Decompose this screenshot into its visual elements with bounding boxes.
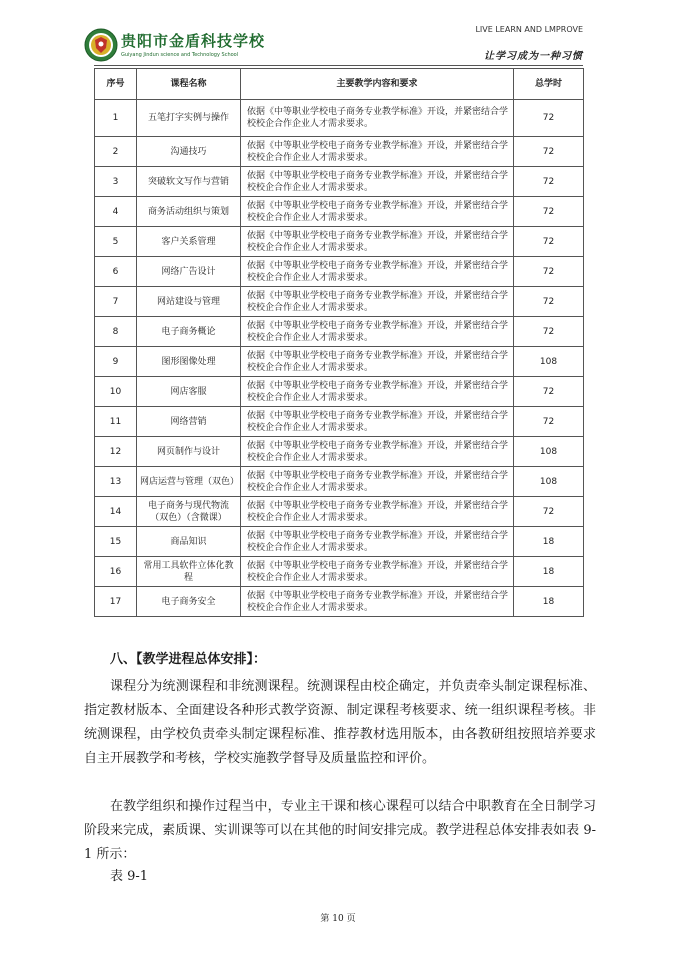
cell-content: 依据《中等职业学校电子商务专业教学标准》开设，并紧密结合学校校企合作企业人才需求要求。: [241, 437, 514, 467]
col-header-name: 课程名称: [137, 69, 241, 100]
cell-course-name: 电子商务与现代物流（双色）（含微课）: [137, 497, 241, 527]
cell-course-name: 图形图像处理: [137, 347, 241, 377]
cell-hours: 72: [514, 137, 584, 167]
cell-hours: 72: [514, 257, 584, 287]
cell-course-name: 沟通技巧: [137, 137, 241, 167]
cell-course-name: 商务活动组织与策划: [137, 197, 241, 227]
col-header-content: 主要教学内容和要求: [241, 69, 514, 100]
motto-en: LIVE LEARN AND LMPROVE: [475, 25, 583, 34]
page-header: [0, 0, 676, 70]
cell-content: 依据《中等职业学校电子商务专业教学标准》开设，并紧密结合学校校企合作企业人才需求要求。: [241, 287, 514, 317]
cell-no: 13: [95, 467, 137, 497]
cell-content: 依据《中等职业学校电子商务专业教学标准》开设，并紧密结合学校校企合作企业人才需求要求。: [241, 257, 514, 287]
col-header-no: 序号: [95, 69, 137, 100]
cell-content: 依据《中等职业学校电子商务专业教学标准》开设，并紧密结合学校校企合作企业人才需求要求。: [241, 467, 514, 497]
cell-no: 8: [95, 317, 137, 347]
cell-course-name: 网店运营与管理（双色）: [137, 467, 241, 497]
cell-content: 依据《中等职业学校电子商务专业教学标准》开设，并紧密结合学校校企合作企业人才需求要求。: [241, 197, 514, 227]
motto-cn: 让学习成为一种习惯: [484, 51, 583, 62]
cell-content: 依据《中等职业学校电子商务专业教学标准》开设，并紧密结合学校校企合作企业人才需求要求。: [241, 100, 514, 137]
cell-hours: 18: [514, 527, 584, 557]
cell-course-name: 突破软文写作与营销: [137, 167, 241, 197]
table-row: [95, 257, 584, 287]
table-header-row: [95, 69, 584, 100]
cell-hours: 72: [514, 377, 584, 407]
school-logo-icon: [84, 28, 118, 62]
cell-no: 15: [95, 527, 137, 557]
table-row: [95, 287, 584, 317]
table-row: [95, 437, 584, 467]
cell-no: 2: [95, 137, 137, 167]
table-row: [95, 527, 584, 557]
cell-content: 依据《中等职业学校电子商务专业教学标准》开设，并紧密结合学校校企合作企业人才需求要求。: [241, 407, 514, 437]
table-row: [95, 557, 584, 587]
cell-hours: 72: [514, 100, 584, 137]
cell-course-name: 商品知识: [137, 527, 241, 557]
col-header-hours: 总学时: [514, 69, 584, 100]
cell-content: 依据《中等职业学校电子商务专业教学标准》开设，并紧密结合学校校企合作企业人才需求要求。: [241, 137, 514, 167]
cell-hours: 72: [514, 197, 584, 227]
cell-hours: 108: [514, 467, 584, 497]
table-body: [95, 100, 584, 617]
page-number: 第 10 页: [320, 914, 356, 924]
cell-content: 依据《中等职业学校电子商务专业教学标准》开设，并紧密结合学校校企合作企业人才需求要求。: [241, 377, 514, 407]
cell-no: 11: [95, 407, 137, 437]
school-name-en: Guiyang Jindun science and Technology School: [121, 52, 239, 58]
course-table: [94, 68, 584, 617]
table-row: [95, 227, 584, 257]
table-row: [95, 497, 584, 527]
header-divider: [94, 65, 583, 66]
cell-hours: 108: [514, 347, 584, 377]
cell-content: 依据《中等职业学校电子商务专业教学标准》开设，并紧密结合学校校企合作企业人才需求要求。: [241, 227, 514, 257]
paragraph: 在教学组织和操作过程当中，专业主干课和核心课程可以结合中职教育在全日制学习阶段来完成，素质课、实训课等可以在其他的时间安排完成。教学进程总体安排表如表 9-1 所示：: [84, 799, 596, 862]
cell-no: 7: [95, 287, 137, 317]
section-heading: 八、【教学进程总体安排】：: [110, 652, 267, 667]
cell-course-name: 电子商务安全: [137, 587, 241, 617]
table-row: [95, 167, 584, 197]
cell-course-name: 常用工具软件立体化教程: [137, 557, 241, 587]
cell-course-name: 客户关系管理: [137, 227, 241, 257]
cell-hours: 72: [514, 407, 584, 437]
cell-content: 依据《中等职业学校电子商务专业教学标准》开设，并紧密结合学校校企合作企业人才需求要求。: [241, 497, 514, 527]
cell-no: 10: [95, 377, 137, 407]
table-row: [95, 347, 584, 377]
cell-course-name: 电子商务概论: [137, 317, 241, 347]
table-row: [95, 587, 584, 617]
paragraph: 课程分为统测课程和非统测课程。统测课程由校企确定，并负责牵头制定课程标准、指定教材版本、全面建设各种形式教学资源、制定课程考核要求、统一组织课程考核。非统测课程，由学校负责牵头制定课程标准、推荐教材选用版本，由各教研组按照培养要求自主开展教学和考核，学校实施教学督导及质量监控和评价。: [84, 679, 596, 766]
cell-hours: 72: [514, 497, 584, 527]
cell-content: 依据《中等职业学校电子商务专业教学标准》开设，并紧密结合学校校企合作企业人才需求要求。: [241, 347, 514, 377]
cell-no: 4: [95, 197, 137, 227]
cell-no: 6: [95, 257, 137, 287]
cell-content: 依据《中等职业学校电子商务专业教学标准》开设，并紧密结合学校校企合作企业人才需求要求。: [241, 527, 514, 557]
cell-content: 依据《中等职业学校电子商务专业教学标准》开设，并紧密结合学校校企合作企业人才需求要求。: [241, 317, 514, 347]
cell-course-name: 五笔打字实例与操作: [137, 100, 241, 137]
table-row: [95, 100, 584, 137]
cell-no: 9: [95, 347, 137, 377]
table-row: [95, 467, 584, 497]
cell-hours: 72: [514, 167, 584, 197]
table-row: [95, 377, 584, 407]
cell-hours: 72: [514, 287, 584, 317]
cell-course-name: 网店客服: [137, 377, 241, 407]
table-caption: 表 9-1: [110, 869, 149, 884]
cell-hours: 18: [514, 557, 584, 587]
cell-course-name: 网站建设与管理: [137, 287, 241, 317]
cell-no: 17: [95, 587, 137, 617]
cell-hours: 72: [514, 227, 584, 257]
cell-no: 12: [95, 437, 137, 467]
table-row: [95, 407, 584, 437]
cell-no: 14: [95, 497, 137, 527]
cell-hours: 18: [514, 587, 584, 617]
cell-no: 3: [95, 167, 137, 197]
cell-hours: 108: [514, 437, 584, 467]
cell-no: 5: [95, 227, 137, 257]
cell-course-name: 网页制作与设计: [137, 437, 241, 467]
cell-hours: 72: [514, 317, 584, 347]
cell-content: 依据《中等职业学校电子商务专业教学标准》开设，并紧密结合学校校企合作企业人才需求要求。: [241, 167, 514, 197]
cell-no: 1: [95, 100, 137, 137]
cell-content: 依据《中等职业学校电子商务专业教学标准》开设，并紧密结合学校校企合作企业人才需求要求。: [241, 557, 514, 587]
table-row: [95, 197, 584, 227]
table-row: [95, 137, 584, 167]
cell-course-name: 网络广告设计: [137, 257, 241, 287]
cell-course-name: 网络营销: [137, 407, 241, 437]
cell-no: 16: [95, 557, 137, 587]
table-row: [95, 317, 584, 347]
school-name-cn: 贵阳市金盾科技学校: [121, 32, 266, 50]
cell-content: 依据《中等职业学校电子商务专业教学标准》开设，并紧密结合学校校企合作企业人才需求要求。: [241, 587, 514, 617]
